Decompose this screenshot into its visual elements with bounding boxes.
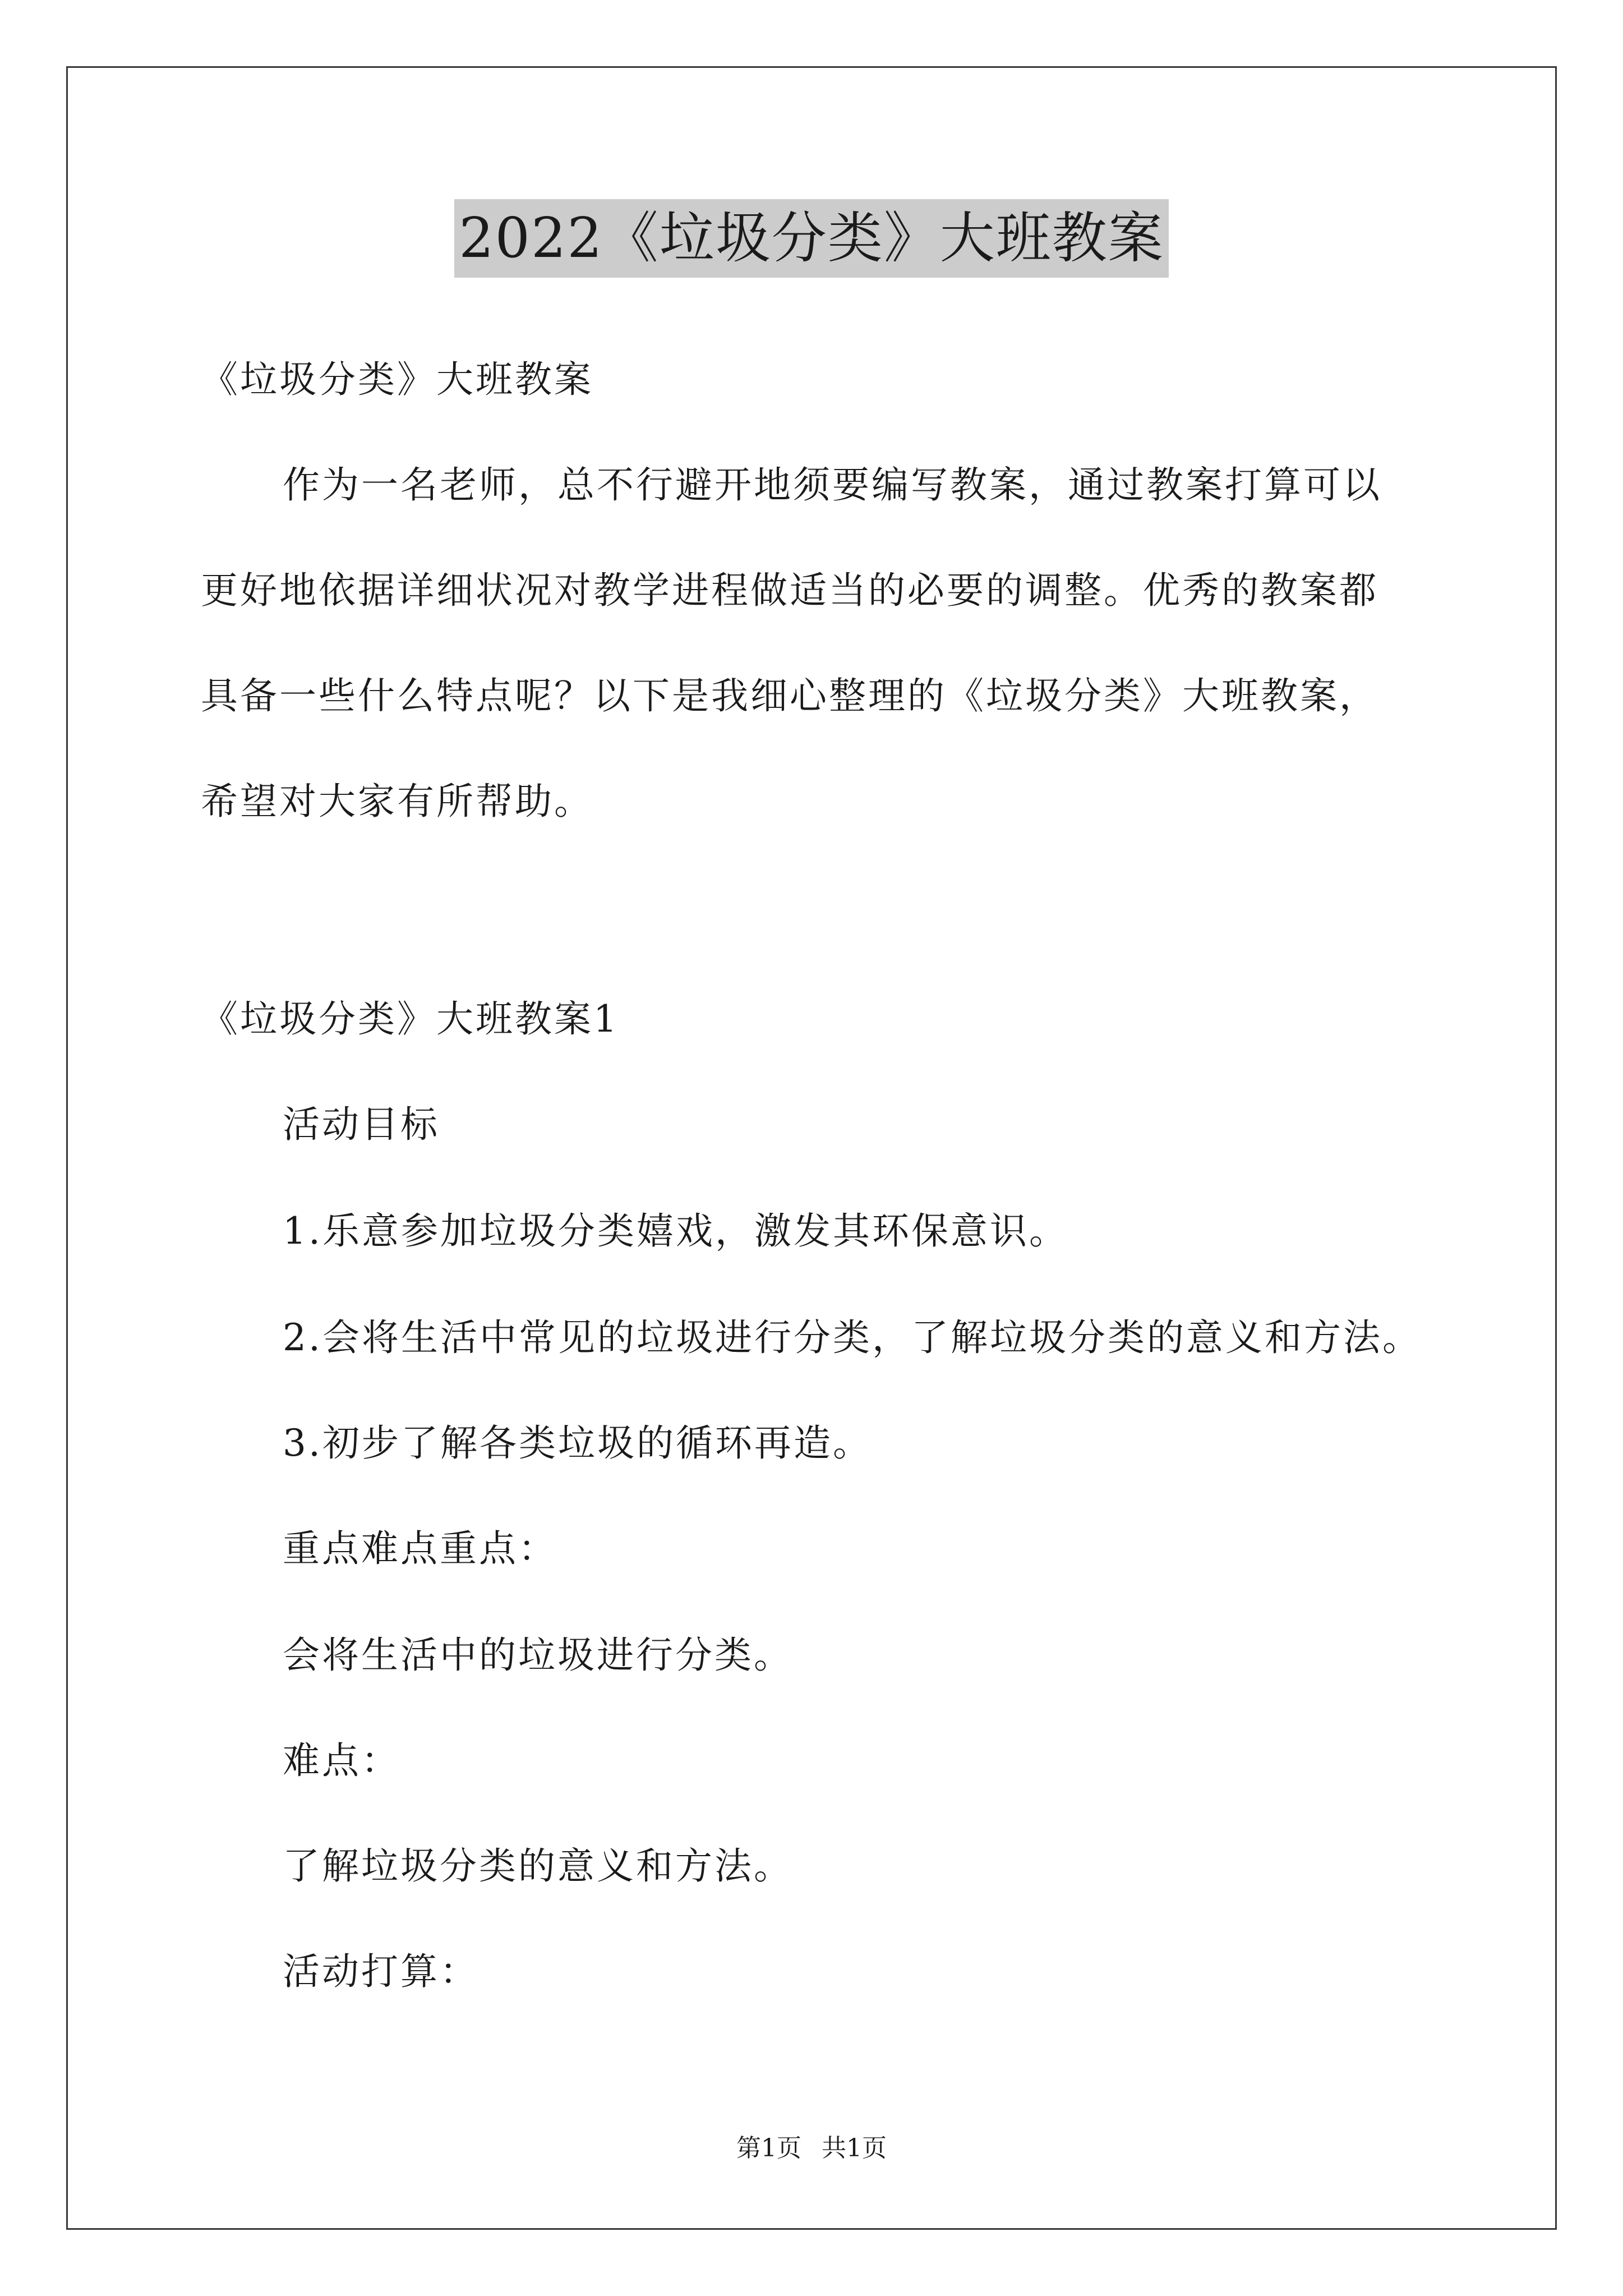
activity-goal-label: 活动目标 — [283, 1103, 440, 1146]
goal-item-2: 2.会将生活中常见的垃圾进行分类，了解垃圾分类的意义和方法。 — [283, 1316, 1422, 1359]
title-container — [0, 199, 1623, 278]
difficulty-text: 了解垃圾分类的意义和方法。 — [283, 1844, 793, 1888]
key-point-text: 会将生活中的垃圾进行分类。 — [283, 1634, 793, 1677]
difficulty-label: 难点： — [283, 1739, 400, 1782]
subtitle: 《垃圾分类》大班教案 — [201, 358, 593, 401]
intro-line-3: 具备一些什么特点呢？以下是我细心整理的《垃圾分类》大班教案， — [201, 674, 1378, 717]
intro-line-2: 更好地依据详细状况对教学进程做适当的必要的调整。优秀的教案都 — [201, 569, 1378, 612]
section-heading: 《垃圾分类》大班教案1 — [201, 997, 619, 1041]
intro-line-4: 希望对大家有所帮助。 — [201, 780, 593, 823]
goal-item-1: 1.乐意参加垃圾分类嬉戏，激发其环保意识。 — [283, 1209, 1068, 1253]
page-footer — [0, 2132, 1623, 2165]
page-number-current: 第1页 — [736, 2134, 801, 2162]
key-point-label: 重点难点重点： — [283, 1527, 557, 1570]
goal-item-3: 3.初步了解各类垃圾的循环再造。 — [283, 1421, 872, 1465]
intro-line-1: 作为一名老师，总不行避开地须要编写教案，通过教案打算可以 — [283, 463, 1382, 507]
page-number-total: 共1页 — [822, 2134, 887, 2162]
document-title: 2022《垃圾分类》大班教案 — [454, 199, 1168, 278]
preparation-label: 活动打算： — [283, 1950, 479, 1993]
